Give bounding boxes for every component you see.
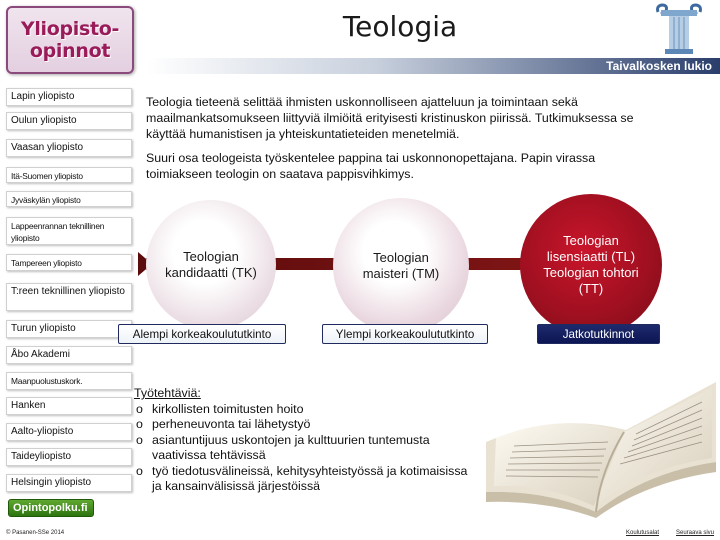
footer-link-seuraava-sivu[interactable]: Seuraava sivu	[676, 530, 715, 536]
level-ylempi-korkeakoulututkinto: Ylempi korkeakoulututkinto	[322, 324, 488, 344]
sidebar-item-abo-akademi[interactable]: Åbo Akademi	[6, 346, 132, 364]
intro-text	[146, 94, 651, 190]
job-tasks	[134, 386, 469, 495]
sidebar-item-turun-yliopisto[interactable]: Turun yliopisto	[6, 320, 132, 338]
tasks-heading: Työtehtäviä:	[134, 386, 201, 400]
copyright-text: © Pasanen-SSe 2014	[6, 530, 65, 536]
sidebar-item-jyvaskylan-yliopisto[interactable]: Jyväskylän yliopisto	[6, 191, 132, 207]
task-item	[134, 402, 469, 418]
sidebar-item-taideyliopisto[interactable]: Taideyliopisto	[6, 448, 132, 466]
degree-lisensiaatti-label: Teologian lisensiaatti (TL) Teologian tohtori (TT)	[543, 233, 639, 296]
bullet-icon: o	[136, 463, 143, 478]
yliopisto-opinnot-logo[interactable]	[6, 6, 134, 74]
degree-kandidaatti-label: Teologian kandidaatti (TK)	[165, 249, 257, 280]
open-book-image	[476, 372, 720, 518]
degree-lisensiaatti-tohtori	[520, 194, 662, 336]
sidebar-item-vaasan-yliopisto[interactable]: Vaasan yliopisto	[6, 139, 132, 157]
sidebar-item-ita-suomen-yliopisto[interactable]: Itä-Suomen yliopisto	[6, 167, 132, 183]
bullet-icon: o	[136, 417, 143, 431]
task-item	[134, 417, 469, 433]
footer-link-koulutusalat[interactable]: Koulutusalat	[626, 530, 660, 536]
degree-maisteri	[333, 198, 469, 334]
sidebar-item-lappeenrannan-teknillinen-yliopisto[interactable]: Lappeenrannan teknillinen yliopisto	[6, 217, 132, 245]
opintopolku-label: Opintopolku.fi	[13, 502, 88, 514]
sidebar-item-maanpuolustuskorkeakoulu[interactable]: Maanpuolustuskork.	[6, 372, 132, 390]
degree-kandidaatti	[146, 200, 276, 330]
level-jatkotutkinnot: Jatkotutkinnot	[537, 324, 660, 344]
logo-line-1: Yliopisto-	[20, 18, 120, 40]
task-item	[134, 433, 469, 464]
sidebar-item-treen-teknillinen-yliopisto[interactable]: T:reen teknillinen yliopisto	[6, 283, 132, 311]
logo-line-2: opinnot	[29, 40, 111, 62]
school-name: Taivalkosken lukio	[606, 59, 712, 73]
sidebar-item-tampereen-yliopisto[interactable]: Tampereen yliopisto	[6, 254, 132, 271]
bullet-icon: o	[136, 432, 143, 447]
task-text: perheneuvonta tai lähetystyö	[152, 417, 311, 431]
ionic-column-icon	[652, 2, 706, 56]
task-item	[134, 464, 469, 495]
sidebar-item-oulun-yliopisto[interactable]: Oulun yliopisto	[6, 112, 132, 130]
level-alempi-korkeakoulututkinto: Alempi korkeakoulututkinto	[118, 324, 286, 344]
sidebar-item-helsingin-yliopisto[interactable]: Helsingin yliopisto	[6, 474, 132, 492]
task-text: kirkollisten toimitusten hoito	[152, 401, 304, 416]
task-text: työ tiedotusvälineissä, kehitysyhteistyössä ja kotimaisissa ja kansainvälisissä järjestöissä	[152, 463, 468, 493]
task-text: asiantuntijuus uskontojen ja kulttuurien tuntemusta vaativissa tehtävissä	[152, 432, 430, 462]
sidebar-item-hanken[interactable]: Hanken	[6, 397, 132, 415]
page-title: Teologia	[342, 10, 458, 43]
bullet-icon: o	[136, 401, 143, 416]
opintopolku-link[interactable]	[8, 499, 94, 517]
intro-paragraph-1: Teologia tieteenä selittää ihmisten uskonnolliseen ajatteluun ja toimintaan sekä maailmankatsomukseen liittyviä ilmiöitä erityisesti kristinuskon piirissä. Tutkimuksessa se käyttää humanistisen ja yhteiskuntatieteiden menetelmiä.	[146, 95, 634, 141]
sidebar-item-lapin-yliopisto[interactable]: Lapin yliopisto	[6, 88, 132, 106]
degree-maisteri-label: Teologian maisteri (TM)	[362, 250, 440, 281]
sidebar-item-aalto-yliopisto[interactable]: Aalto-yliopisto	[6, 423, 132, 441]
external-link-icon	[17, 520, 24, 527]
intro-paragraph-2: Suuri osa teologeista työskentelee pappina tai uskonnonopettajana. Papin virassa toimiakseen teologin on saatava pappisvihkimys.	[146, 151, 596, 181]
